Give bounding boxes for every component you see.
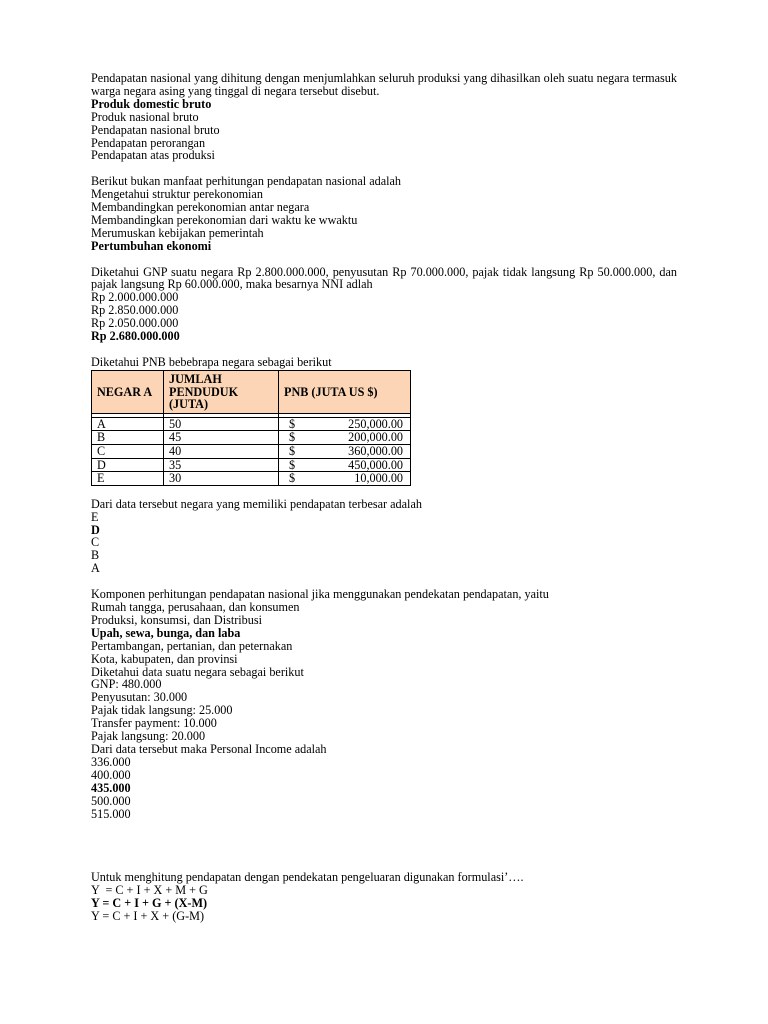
q5-option-1: Rumah tangga, perusahaan, dan konsumen (91, 600, 300, 614)
cell-pnb (279, 458, 411, 472)
cell-negara: E (92, 472, 164, 486)
q1-option-4: Pendapatan perorangan (91, 135, 206, 150)
q6-option-2: 400.000 (91, 767, 131, 782)
q4-option-4: B (91, 548, 100, 563)
spacer (91, 343, 677, 356)
q1-option-3: Pendapatan nasional bruto (91, 122, 220, 137)
pnb-table (91, 370, 411, 486)
pnb-amount: 360,000.00 (348, 443, 403, 458)
q2-option-5: Pertumbuhan ekonomi (91, 238, 212, 253)
cell-pnb (279, 417, 411, 431)
currency-symbol: $ (289, 430, 296, 445)
cell-penduduk: 40 (164, 444, 279, 458)
header-jumlah-penduduk: JUMLAH PENDUDUK (JUTA) (164, 370, 279, 413)
question-6-intro: Diketahui data suatu negara sebagai berikut (91, 664, 304, 679)
q5-option-3: Upah, sewa, bunga, dan laba (91, 625, 241, 640)
q3-option-2: Rp 2.850.000.000 (91, 303, 179, 318)
cell-pnb (279, 472, 411, 486)
pnb-amount: 250,000.00 (348, 416, 403, 431)
question-3-text: Diketahui GNP suatu negara Rp 2.800.000.000, penyusutan Rp 70.000.000, pajak tidak langsung Rp 50.000.000, dan pajak langsung Rp 60.000.000, maka besarnya NNI adlah (91, 264, 677, 292)
table-row (92, 417, 411, 431)
currency-symbol: $ (289, 443, 296, 458)
question-7-text: Untuk menghitung pendapatan dengan pendekatan pengeluaran digunakan formulasi’…. (91, 870, 524, 885)
q5-option-2: Produksi, konsumsi, dan Distribusi (91, 612, 262, 627)
cell-penduduk: 35 (164, 458, 279, 472)
pnb-amount: 450,000.00 (348, 457, 403, 472)
cell-negara: B (92, 431, 164, 445)
q3-option-4: Rp 2.680.000.000 (91, 329, 180, 344)
q4-option-3: C (91, 535, 100, 550)
question-6-text: Dari data tersebut maka Personal Income adalah (91, 741, 327, 756)
q6-data-gnp: GNP: 480.000 (91, 677, 162, 692)
table-row (92, 472, 411, 486)
q4-option-1: E (91, 509, 99, 524)
currency-symbol: $ (289, 471, 296, 486)
currency-symbol: $ (289, 457, 296, 472)
q6-data-pajak-tidak-langsung: Pajak tidak langsung: 25.000 (91, 703, 233, 718)
cell-penduduk: 45 (164, 431, 279, 445)
q3-option-3: Rp 2.050.000.000 (91, 316, 179, 331)
q4-option-2: D (91, 522, 100, 537)
q6-data-penyusutan: Penyusutan: 30.000 (91, 690, 188, 705)
cell-pnb (279, 444, 411, 458)
q6-option-3: 435.000 (91, 780, 131, 795)
q1-option-2: Produk nasional bruto (91, 109, 199, 124)
question-4-text: Dari data tersebut negara yang memiliki pendapatan terbesar adalah (91, 496, 422, 511)
q2-option-3: Membandingkan perekonomian dari waktu ke wwaktu (91, 212, 358, 227)
table-row (92, 458, 411, 472)
question-4-intro: Diketahui PNB bebebrapa negara sebagai berikut (91, 354, 332, 369)
q6-option-5: 515.000 (91, 806, 131, 821)
cell-negara: A (92, 417, 164, 431)
spacer (91, 253, 677, 266)
cell-negara: D (92, 458, 164, 472)
q1-option-5: Pendapatan atas produksi (91, 148, 215, 163)
q1-option-1: Produk domestic bruto (91, 96, 212, 111)
q6-data-pajak-langsung: Pajak langsung: 20.000 (91, 729, 206, 744)
q7-option-1: Y = C + I + X + M + G (91, 883, 208, 898)
currency-symbol: $ (289, 416, 296, 431)
document-body (91, 72, 677, 923)
header-pnb: PNB (JUTA US $) (279, 370, 411, 413)
question-2-text: Berikut bukan manfaat perhitungan pendapatan nasional adalah (91, 174, 401, 189)
q6-data-transfer-payment: Transfer payment: 10.000 (91, 716, 217, 731)
q6-option-4: 500.000 (91, 793, 131, 808)
q5-option-4: Pertambangan, pertanian, dan peternakan (91, 638, 293, 653)
q7-option-2: Y = C + I + G + (X-M) (91, 896, 208, 911)
q5-option-5: Kota, kabupaten, dan provinsi (91, 651, 238, 666)
q7-option-3: Y = C + I + X + (G-M) (91, 909, 205, 924)
q4-option-5: A (91, 561, 100, 576)
pnb-amount: 200,000.00 (348, 430, 403, 445)
header-negara: NEGAR A (92, 370, 164, 413)
q2-option-2: Membandingkan perekonomian antar negara (91, 200, 310, 215)
pnb-amount: 10,000.00 (354, 471, 403, 486)
table-row (92, 444, 411, 458)
pnb-table-header-row (92, 370, 411, 413)
spacer (91, 820, 677, 871)
table-row (92, 431, 411, 445)
cell-negara: C (92, 444, 164, 458)
question-5-text: Komponen perhitungan pendapatan nasional jika menggunakan pendekatan pendapatan, yaitu (91, 587, 549, 602)
q2-option-1: Mengetahui struktur perekonomian (91, 187, 263, 202)
cell-pnb (279, 431, 411, 445)
q3-option-1: Rp 2.000.000.000 (91, 290, 179, 305)
cell-penduduk: 50 (164, 417, 279, 431)
q2-option-4: Merumuskan kebijakan pemerintah (91, 225, 264, 240)
question-1-text: Pendapatan nasional yang dihitung dengan menjumlahkan seluruh produksi yang dihasilkan oleh suatu negara termasuk warga negara asing yang tinggal di negara tersebut disebut. (91, 71, 677, 98)
q6-option-1: 336.000 (91, 754, 131, 769)
cell-penduduk: 30 (164, 472, 279, 486)
